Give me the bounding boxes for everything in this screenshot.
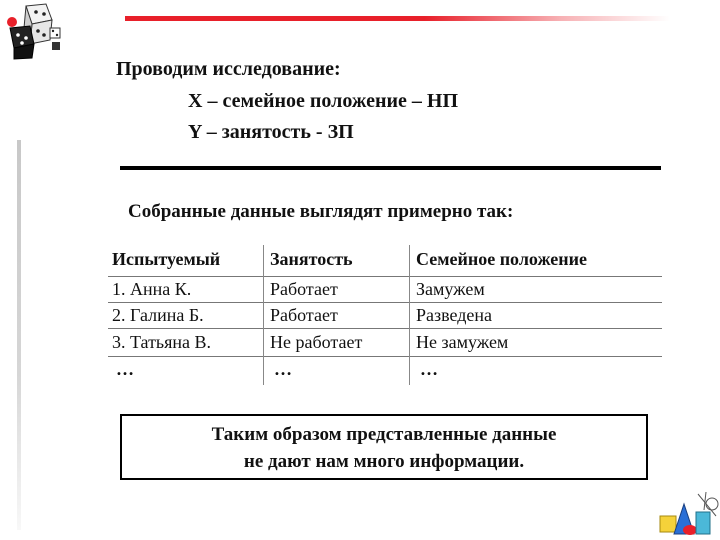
summary-line: Таким образом представленные данные	[211, 424, 557, 445]
table-cell: …	[274, 359, 292, 379]
table-cell: Работает	[270, 305, 338, 325]
table-cell: Разведена	[416, 305, 493, 325]
summary-line: не дают нам много информации.	[243, 451, 525, 472]
table-rule	[108, 356, 662, 357]
table-cell: Замужем	[416, 279, 485, 299]
variable-y-line: Y – занятость - ЗП	[188, 121, 354, 143]
table-cell: …	[116, 359, 134, 379]
data-table	[108, 245, 662, 385]
column-header: Семейное положение	[416, 249, 588, 269]
table-rule	[108, 276, 662, 277]
variable-x-line: Х – семейное положение – НП	[188, 90, 458, 112]
page-title: Проводим исследование:	[116, 58, 341, 80]
left-accent-line	[17, 140, 21, 530]
summary-box	[120, 414, 648, 480]
column-header: Занятость	[270, 249, 353, 269]
table-rule	[108, 302, 662, 303]
table-cell: Не работает	[270, 332, 363, 352]
section-divider	[120, 166, 661, 170]
column-header: Испытуемый	[112, 249, 221, 269]
subtitle: Собранные данные выглядят примерно так:	[128, 201, 514, 222]
table-rule	[263, 245, 264, 385]
table-cell: 3. Татьяна В.	[112, 332, 212, 352]
table-cell: 1. Анна К.	[112, 279, 192, 299]
geometry-shapes-icon	[654, 490, 720, 540]
dice-icon	[2, 2, 68, 60]
table-cell: …	[420, 359, 438, 379]
table-rule	[108, 328, 662, 329]
table-cell: Работает	[270, 279, 338, 299]
top-accent-line	[125, 16, 670, 21]
table-cell: Не замужем	[416, 332, 509, 352]
table-rule	[409, 245, 410, 385]
table-cell: 2. Галина Б.	[112, 305, 204, 325]
